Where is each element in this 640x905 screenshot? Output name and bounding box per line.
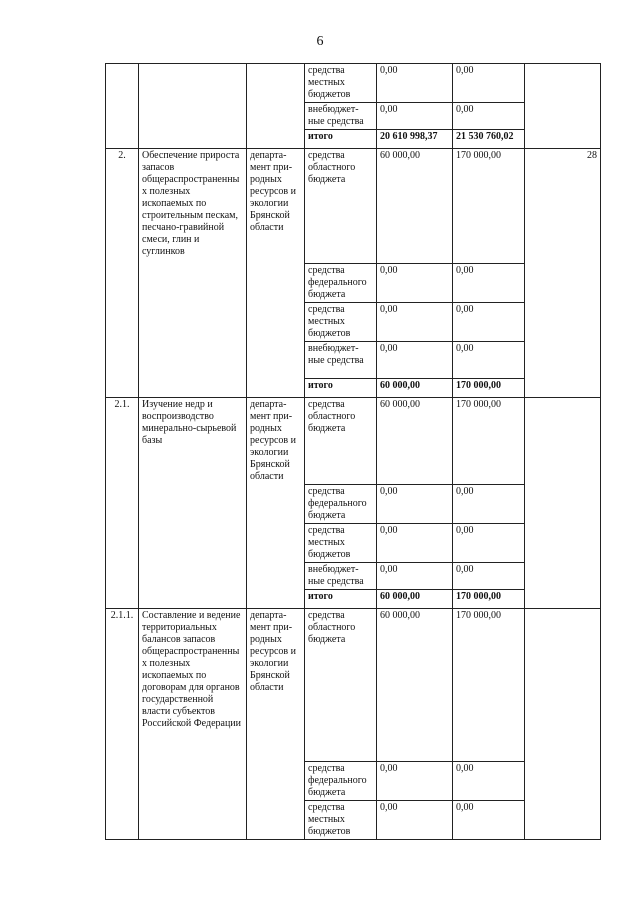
amount-cell: 0,00 xyxy=(377,524,453,563)
row-num-cell xyxy=(106,64,139,149)
amount-cell: 0,00 xyxy=(453,762,525,801)
funding-source: итого xyxy=(305,379,377,398)
amount-cell: 0,00 xyxy=(377,762,453,801)
item-number: 2.1. xyxy=(106,398,139,609)
amount-cell: 0,00 xyxy=(453,303,525,342)
amount-cell: 0,00 xyxy=(453,801,525,840)
amount-cell: 60 000,00 xyxy=(377,609,453,762)
funding-source: внебюджет-ные средства xyxy=(305,563,377,590)
funding-source: внебюджет-ные средства xyxy=(305,342,377,379)
funding-source: средства местных бюджетов xyxy=(305,303,377,342)
funding-source: итого xyxy=(305,590,377,609)
funding-source: средства федерального бюджета xyxy=(305,762,377,801)
table-row xyxy=(106,64,601,103)
amount-cell: 0,00 xyxy=(377,342,453,379)
row-name-cell xyxy=(139,64,247,149)
funding-source: внебюджет-ные средства xyxy=(305,103,377,130)
amount-cell: 0,00 xyxy=(377,64,453,103)
amount-cell: 60 000,00 xyxy=(377,379,453,398)
amount-cell: 0,00 xyxy=(453,64,525,103)
funding-source: средства областного бюджета xyxy=(305,398,377,485)
amount-cell: 60 000,00 xyxy=(377,590,453,609)
amount-cell: 170 000,00 xyxy=(453,590,525,609)
amount-cell: 0,00 xyxy=(377,264,453,303)
amount-cell: 170 000,00 xyxy=(453,398,525,485)
amount-cell: 0,00 xyxy=(377,801,453,840)
item-name: Изучение недр и воспроизводство минерально-сырьевой базы xyxy=(139,398,247,609)
amount-cell: 0,00 xyxy=(453,342,525,379)
funding-source: средства федерального бюджета xyxy=(305,485,377,524)
row-extra-cell xyxy=(525,64,601,149)
item-executor: департа-мент при-родных ресурсов и экологии Брянской области xyxy=(247,398,305,609)
amount-cell: 170 000,00 xyxy=(453,149,525,264)
item-extra-value xyxy=(525,609,601,840)
funding-source: средства местных бюджетов xyxy=(305,64,377,103)
row-executor-cell xyxy=(247,64,305,149)
budget-table xyxy=(105,63,601,840)
amount-cell: 0,00 xyxy=(453,264,525,303)
item-extra-value xyxy=(525,398,601,609)
funding-source: средства местных бюджетов xyxy=(305,801,377,840)
amount-cell: 0,00 xyxy=(453,563,525,590)
amount-cell: 0,00 xyxy=(377,485,453,524)
amount-cell: 21 530 760,02 xyxy=(453,130,525,149)
item-executor: департа-мент при-родных ресурсов и экологии Брянской области xyxy=(247,149,305,398)
amount-cell: 0,00 xyxy=(377,303,453,342)
funding-source: средства областного бюджета xyxy=(305,149,377,264)
table-row xyxy=(106,609,601,762)
amount-cell: 60 000,00 xyxy=(377,398,453,485)
amount-cell: 0,00 xyxy=(453,524,525,563)
amount-cell: 170 000,00 xyxy=(453,379,525,398)
item-extra-value: 28 xyxy=(525,149,601,398)
funding-source: средства областного бюджета xyxy=(305,609,377,762)
table-row xyxy=(106,149,601,264)
item-executor: департа-мент при-родных ресурсов и экологии Брянской области xyxy=(247,609,305,840)
funding-source: средства федерального бюджета xyxy=(305,264,377,303)
funding-source: итого xyxy=(305,130,377,149)
amount-cell: 0,00 xyxy=(453,485,525,524)
table-row xyxy=(106,398,601,485)
amount-cell: 0,00 xyxy=(377,563,453,590)
amount-cell: 170 000,00 xyxy=(453,609,525,762)
funding-source: средства местных бюджетов xyxy=(305,524,377,563)
amount-cell: 0,00 xyxy=(377,103,453,130)
amount-cell: 0,00 xyxy=(453,103,525,130)
page-number: 6 xyxy=(316,34,324,49)
item-number: 2.1.1. xyxy=(106,609,139,840)
item-number: 2. xyxy=(106,149,139,398)
amount-cell: 60 000,00 xyxy=(377,149,453,264)
amount-cell: 20 610 998,37 xyxy=(377,130,453,149)
item-name: Обеспечение прироста запасов общераспространенных полезных ископаемых по строительным пескам, песчано-гравийной смеси, глин и суглинков xyxy=(139,149,247,398)
item-name: Составление и ведение территориальных балансов запасов общераспространенных полезных ископаемых по договорам для органов государственной власти субъектов Российской Федерации xyxy=(139,609,247,840)
